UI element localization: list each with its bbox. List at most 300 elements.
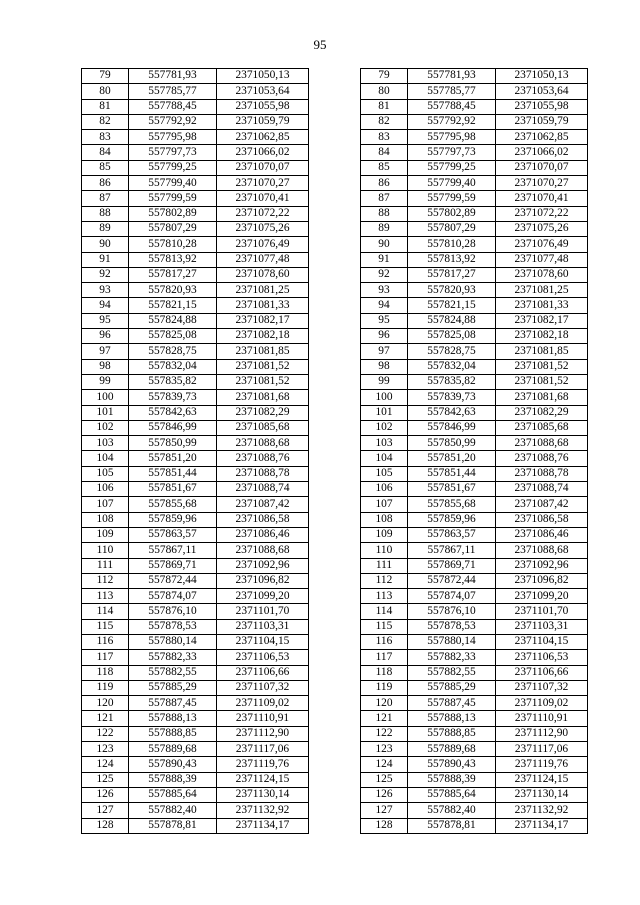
right-point-number-cell: 111 <box>361 558 408 573</box>
left-y-coordinate-cell: 2371088,68 <box>217 436 309 451</box>
table-row <box>82 772 588 787</box>
left-y-coordinate-cell: 2371081,68 <box>217 390 309 405</box>
column-gap <box>309 772 361 787</box>
left-x-coordinate-cell: 557889,68 <box>129 742 217 757</box>
left-x-coordinate-cell: 557887,45 <box>129 696 217 711</box>
right-x-coordinate-cell: 557828,75 <box>408 344 496 359</box>
left-x-coordinate-cell: 557835,82 <box>129 374 217 389</box>
right-y-coordinate-cell: 2371110,91 <box>496 711 588 726</box>
table-row <box>82 374 588 389</box>
right-point-number-cell: 119 <box>361 680 408 695</box>
left-point-number-cell: 94 <box>82 298 129 313</box>
column-gap <box>309 420 361 435</box>
right-y-coordinate-cell: 2371087,42 <box>496 497 588 512</box>
right-x-coordinate-cell: 557872,44 <box>408 573 496 588</box>
left-point-number-cell: 82 <box>82 114 129 129</box>
left-point-number-cell: 96 <box>82 329 129 344</box>
right-y-coordinate-cell: 2371106,53 <box>496 650 588 665</box>
right-y-coordinate-cell: 2371088,68 <box>496 436 588 451</box>
right-x-coordinate-cell: 557797,73 <box>408 145 496 160</box>
table-row <box>82 237 588 252</box>
right-point-number-cell: 117 <box>361 650 408 665</box>
right-point-number-cell: 82 <box>361 114 408 129</box>
right-y-coordinate-cell: 2371081,85 <box>496 344 588 359</box>
column-gap <box>309 742 361 757</box>
right-y-coordinate-cell: 2371106,66 <box>496 665 588 680</box>
left-point-number-cell: 116 <box>82 634 129 649</box>
left-x-coordinate-cell: 557890,43 <box>129 757 217 772</box>
left-x-coordinate-cell: 557874,07 <box>129 589 217 604</box>
left-x-coordinate-cell: 557878,53 <box>129 619 217 634</box>
column-gap <box>309 680 361 695</box>
left-point-number-cell: 86 <box>82 176 129 191</box>
right-point-number-cell: 89 <box>361 221 408 236</box>
right-y-coordinate-cell: 2371053,64 <box>496 84 588 99</box>
table-row <box>82 680 588 695</box>
left-point-number-cell: 124 <box>82 757 129 772</box>
left-y-coordinate-cell: 2371132,92 <box>217 803 309 818</box>
left-x-coordinate-cell: 557799,59 <box>129 191 217 206</box>
right-x-coordinate-cell: 557869,71 <box>408 558 496 573</box>
left-x-coordinate-cell: 557888,39 <box>129 772 217 787</box>
right-x-coordinate-cell: 557888,85 <box>408 726 496 741</box>
column-gap <box>309 711 361 726</box>
column-gap <box>309 527 361 542</box>
column-gap <box>309 252 361 267</box>
right-point-number-cell: 104 <box>361 451 408 466</box>
right-x-coordinate-cell: 557859,96 <box>408 512 496 527</box>
right-x-coordinate-cell: 557887,45 <box>408 696 496 711</box>
table-row <box>82 757 588 772</box>
right-x-coordinate-cell: 557788,45 <box>408 99 496 114</box>
right-point-number-cell: 106 <box>361 482 408 497</box>
left-x-coordinate-cell: 557817,27 <box>129 267 217 282</box>
right-point-number-cell: 128 <box>361 818 408 833</box>
left-x-coordinate-cell: 557785,77 <box>129 84 217 99</box>
right-x-coordinate-cell: 557842,63 <box>408 405 496 420</box>
left-y-coordinate-cell: 2371081,52 <box>217 359 309 374</box>
right-point-number-cell: 105 <box>361 466 408 481</box>
left-x-coordinate-cell: 557851,67 <box>129 482 217 497</box>
left-y-coordinate-cell: 2371081,33 <box>217 298 309 313</box>
left-x-coordinate-cell: 557851,44 <box>129 466 217 481</box>
right-y-coordinate-cell: 2371081,33 <box>496 298 588 313</box>
left-x-coordinate-cell: 557797,73 <box>129 145 217 160</box>
left-x-coordinate-cell: 557882,33 <box>129 650 217 665</box>
right-x-coordinate-cell: 557795,98 <box>408 130 496 145</box>
right-point-number-cell: 114 <box>361 604 408 619</box>
table-row <box>82 390 588 405</box>
left-x-coordinate-cell: 557880,14 <box>129 634 217 649</box>
right-y-coordinate-cell: 2371104,15 <box>496 634 588 649</box>
table-row <box>82 329 588 344</box>
right-point-number-cell: 94 <box>361 298 408 313</box>
right-y-coordinate-cell: 2371082,17 <box>496 313 588 328</box>
left-y-coordinate-cell: 2371099,20 <box>217 589 309 604</box>
right-y-coordinate-cell: 2371066,02 <box>496 145 588 160</box>
right-x-coordinate-cell: 557825,08 <box>408 329 496 344</box>
left-point-number-cell: 111 <box>82 558 129 573</box>
column-gap <box>309 283 361 298</box>
table-row <box>82 726 588 741</box>
left-y-coordinate-cell: 2371112,90 <box>217 726 309 741</box>
right-x-coordinate-cell: 557799,59 <box>408 191 496 206</box>
left-x-coordinate-cell: 557855,68 <box>129 497 217 512</box>
left-x-coordinate-cell: 557799,25 <box>129 160 217 175</box>
left-point-number-cell: 91 <box>82 252 129 267</box>
column-gap <box>309 787 361 802</box>
left-y-coordinate-cell: 2371081,25 <box>217 283 309 298</box>
left-point-number-cell: 126 <box>82 787 129 802</box>
left-y-coordinate-cell: 2371104,15 <box>217 634 309 649</box>
left-point-number-cell: 108 <box>82 512 129 527</box>
left-y-coordinate-cell: 2371070,27 <box>217 176 309 191</box>
table-row <box>82 497 588 512</box>
right-point-number-cell: 101 <box>361 405 408 420</box>
left-x-coordinate-cell: 557810,28 <box>129 237 217 252</box>
column-gap <box>309 665 361 680</box>
column-gap <box>309 390 361 405</box>
right-point-number-cell: 102 <box>361 420 408 435</box>
left-y-coordinate-cell: 2371088,78 <box>217 466 309 481</box>
right-x-coordinate-cell: 557878,53 <box>408 619 496 634</box>
coordinate-table-body <box>82 69 588 834</box>
left-y-coordinate-cell: 2371130,14 <box>217 787 309 802</box>
column-gap <box>309 359 361 374</box>
right-x-coordinate-cell: 557888,39 <box>408 772 496 787</box>
right-y-coordinate-cell: 2371101,70 <box>496 604 588 619</box>
right-point-number-cell: 79 <box>361 69 408 84</box>
right-x-coordinate-cell: 557821,15 <box>408 298 496 313</box>
left-y-coordinate-cell: 2371124,15 <box>217 772 309 787</box>
table-row <box>82 283 588 298</box>
left-point-number-cell: 118 <box>82 665 129 680</box>
table-row <box>82 298 588 313</box>
right-x-coordinate-cell: 557880,14 <box>408 634 496 649</box>
table-row <box>82 69 588 84</box>
left-y-coordinate-cell: 2371109,02 <box>217 696 309 711</box>
left-point-number-cell: 117 <box>82 650 129 665</box>
table-row <box>82 512 588 527</box>
column-gap <box>309 69 361 84</box>
left-point-number-cell: 95 <box>82 313 129 328</box>
table-row <box>82 527 588 542</box>
left-x-coordinate-cell: 557846,99 <box>129 420 217 435</box>
right-x-coordinate-cell: 557785,77 <box>408 84 496 99</box>
right-y-coordinate-cell: 2371099,20 <box>496 589 588 604</box>
right-point-number-cell: 97 <box>361 344 408 359</box>
table-row <box>82 130 588 145</box>
right-point-number-cell: 123 <box>361 742 408 757</box>
table-row <box>82 634 588 649</box>
right-y-coordinate-cell: 2371059,79 <box>496 114 588 129</box>
right-y-coordinate-cell: 2371088,68 <box>496 543 588 558</box>
left-point-number-cell: 103 <box>82 436 129 451</box>
table-row <box>82 742 588 757</box>
left-x-coordinate-cell: 557872,44 <box>129 573 217 588</box>
right-point-number-cell: 83 <box>361 130 408 145</box>
right-point-number-cell: 87 <box>361 191 408 206</box>
left-x-coordinate-cell: 557842,63 <box>129 405 217 420</box>
table-row <box>82 589 588 604</box>
right-point-number-cell: 95 <box>361 313 408 328</box>
column-gap <box>309 221 361 236</box>
column-gap <box>309 206 361 221</box>
right-point-number-cell: 100 <box>361 390 408 405</box>
column-gap <box>309 451 361 466</box>
left-y-coordinate-cell: 2371081,52 <box>217 374 309 389</box>
right-y-coordinate-cell: 2371112,90 <box>496 726 588 741</box>
left-x-coordinate-cell: 557867,11 <box>129 543 217 558</box>
left-point-number-cell: 101 <box>82 405 129 420</box>
right-x-coordinate-cell: 557882,40 <box>408 803 496 818</box>
right-y-coordinate-cell: 2371088,78 <box>496 466 588 481</box>
left-y-coordinate-cell: 2371086,46 <box>217 527 309 542</box>
left-point-number-cell: 89 <box>82 221 129 236</box>
left-point-number-cell: 121 <box>82 711 129 726</box>
left-y-coordinate-cell: 2371078,60 <box>217 267 309 282</box>
right-x-coordinate-cell: 557874,07 <box>408 589 496 604</box>
right-y-coordinate-cell: 2371050,13 <box>496 69 588 84</box>
column-gap <box>309 589 361 604</box>
left-point-number-cell: 107 <box>82 497 129 512</box>
right-x-coordinate-cell: 557890,43 <box>408 757 496 772</box>
right-y-coordinate-cell: 2371082,29 <box>496 405 588 420</box>
left-y-coordinate-cell: 2371062,85 <box>217 130 309 145</box>
left-point-number-cell: 119 <box>82 680 129 695</box>
column-gap <box>309 573 361 588</box>
right-y-coordinate-cell: 2371081,25 <box>496 283 588 298</box>
left-x-coordinate-cell: 557824,88 <box>129 313 217 328</box>
right-y-coordinate-cell: 2371119,76 <box>496 757 588 772</box>
left-x-coordinate-cell: 557863,57 <box>129 527 217 542</box>
left-point-number-cell: 120 <box>82 696 129 711</box>
left-y-coordinate-cell: 2371087,42 <box>217 497 309 512</box>
column-gap <box>309 267 361 282</box>
right-x-coordinate-cell: 557863,57 <box>408 527 496 542</box>
table-row <box>82 252 588 267</box>
column-gap <box>309 344 361 359</box>
table-row <box>82 650 588 665</box>
right-y-coordinate-cell: 2371082,18 <box>496 329 588 344</box>
left-x-coordinate-cell: 557859,96 <box>129 512 217 527</box>
left-y-coordinate-cell: 2371110,91 <box>217 711 309 726</box>
column-gap <box>309 374 361 389</box>
left-point-number-cell: 114 <box>82 604 129 619</box>
column-gap <box>309 130 361 145</box>
right-point-number-cell: 124 <box>361 757 408 772</box>
left-point-number-cell: 109 <box>82 527 129 542</box>
right-x-coordinate-cell: 557839,73 <box>408 390 496 405</box>
left-point-number-cell: 113 <box>82 589 129 604</box>
table-row <box>82 665 588 680</box>
right-x-coordinate-cell: 557889,68 <box>408 742 496 757</box>
column-gap <box>309 84 361 99</box>
right-point-number-cell: 92 <box>361 267 408 282</box>
left-y-coordinate-cell: 2371050,13 <box>217 69 309 84</box>
right-y-coordinate-cell: 2371070,07 <box>496 160 588 175</box>
left-point-number-cell: 87 <box>82 191 129 206</box>
table-row <box>82 787 588 802</box>
left-x-coordinate-cell: 557882,55 <box>129 665 217 680</box>
right-point-number-cell: 126 <box>361 787 408 802</box>
table-row <box>82 206 588 221</box>
column-gap <box>309 176 361 191</box>
left-y-coordinate-cell: 2371085,68 <box>217 420 309 435</box>
table-row <box>82 803 588 818</box>
left-y-coordinate-cell: 2371066,02 <box>217 145 309 160</box>
right-y-coordinate-cell: 2371103,31 <box>496 619 588 634</box>
left-y-coordinate-cell: 2371103,31 <box>217 619 309 634</box>
right-y-coordinate-cell: 2371109,02 <box>496 696 588 711</box>
column-gap <box>309 696 361 711</box>
left-x-coordinate-cell: 557821,15 <box>129 298 217 313</box>
right-x-coordinate-cell: 557813,92 <box>408 252 496 267</box>
right-y-coordinate-cell: 2371070,27 <box>496 176 588 191</box>
table-row <box>82 313 588 328</box>
right-point-number-cell: 108 <box>361 512 408 527</box>
right-y-coordinate-cell: 2371078,60 <box>496 267 588 282</box>
left-point-number-cell: 128 <box>82 818 129 833</box>
left-y-coordinate-cell: 2371119,76 <box>217 757 309 772</box>
right-point-number-cell: 93 <box>361 283 408 298</box>
left-y-coordinate-cell: 2371053,64 <box>217 84 309 99</box>
right-point-number-cell: 96 <box>361 329 408 344</box>
table-row <box>82 696 588 711</box>
right-x-coordinate-cell: 557792,92 <box>408 114 496 129</box>
left-x-coordinate-cell: 557851,20 <box>129 451 217 466</box>
left-y-coordinate-cell: 2371086,58 <box>217 512 309 527</box>
table-row <box>82 160 588 175</box>
right-x-coordinate-cell: 557851,20 <box>408 451 496 466</box>
table-row <box>82 711 588 726</box>
right-point-number-cell: 118 <box>361 665 408 680</box>
column-gap <box>309 650 361 665</box>
left-y-coordinate-cell: 2371134,17 <box>217 818 309 833</box>
table-row <box>82 558 588 573</box>
column-gap <box>309 497 361 512</box>
right-x-coordinate-cell: 557867,11 <box>408 543 496 558</box>
right-y-coordinate-cell: 2371070,41 <box>496 191 588 206</box>
left-x-coordinate-cell: 557792,92 <box>129 114 217 129</box>
left-point-number-cell: 105 <box>82 466 129 481</box>
table-row <box>82 191 588 206</box>
left-x-coordinate-cell: 557813,92 <box>129 252 217 267</box>
right-y-coordinate-cell: 2371086,58 <box>496 512 588 527</box>
left-x-coordinate-cell: 557807,29 <box>129 221 217 236</box>
right-x-coordinate-cell: 557799,40 <box>408 176 496 191</box>
left-x-coordinate-cell: 557869,71 <box>129 558 217 573</box>
column-gap <box>309 726 361 741</box>
right-y-coordinate-cell: 2371081,52 <box>496 359 588 374</box>
column-gap <box>309 818 361 833</box>
table-row <box>82 451 588 466</box>
right-x-coordinate-cell: 557807,29 <box>408 221 496 236</box>
right-x-coordinate-cell: 557810,28 <box>408 237 496 252</box>
right-point-number-cell: 127 <box>361 803 408 818</box>
left-y-coordinate-cell: 2371092,96 <box>217 558 309 573</box>
right-point-number-cell: 112 <box>361 573 408 588</box>
column-gap <box>309 803 361 818</box>
right-x-coordinate-cell: 557885,29 <box>408 680 496 695</box>
right-x-coordinate-cell: 557824,88 <box>408 313 496 328</box>
left-point-number-cell: 85 <box>82 160 129 175</box>
left-y-coordinate-cell: 2371055,98 <box>217 99 309 114</box>
right-x-coordinate-cell: 557888,13 <box>408 711 496 726</box>
left-y-coordinate-cell: 2371082,29 <box>217 405 309 420</box>
left-point-number-cell: 99 <box>82 374 129 389</box>
right-point-number-cell: 98 <box>361 359 408 374</box>
column-gap <box>309 114 361 129</box>
right-y-coordinate-cell: 2371062,85 <box>496 130 588 145</box>
left-y-coordinate-cell: 2371088,74 <box>217 482 309 497</box>
left-y-coordinate-cell: 2371077,48 <box>217 252 309 267</box>
left-x-coordinate-cell: 557802,89 <box>129 206 217 221</box>
left-x-coordinate-cell: 557888,13 <box>129 711 217 726</box>
right-point-number-cell: 91 <box>361 252 408 267</box>
left-x-coordinate-cell: 557888,85 <box>129 726 217 741</box>
table-row <box>82 482 588 497</box>
left-x-coordinate-cell: 557882,40 <box>129 803 217 818</box>
table-row <box>82 818 588 833</box>
table-row <box>82 99 588 114</box>
right-point-number-cell: 84 <box>361 145 408 160</box>
left-y-coordinate-cell: 2371076,49 <box>217 237 309 252</box>
right-y-coordinate-cell: 2371132,92 <box>496 803 588 818</box>
table-row <box>82 359 588 374</box>
column-gap <box>309 405 361 420</box>
table-row <box>82 84 588 99</box>
right-x-coordinate-cell: 557855,68 <box>408 497 496 512</box>
right-y-coordinate-cell: 2371130,14 <box>496 787 588 802</box>
right-y-coordinate-cell: 2371124,15 <box>496 772 588 787</box>
right-point-number-cell: 88 <box>361 206 408 221</box>
left-point-number-cell: 80 <box>82 84 129 99</box>
right-x-coordinate-cell: 557876,10 <box>408 604 496 619</box>
left-point-number-cell: 88 <box>82 206 129 221</box>
right-point-number-cell: 121 <box>361 711 408 726</box>
left-y-coordinate-cell: 2371096,82 <box>217 573 309 588</box>
column-gap <box>309 543 361 558</box>
left-point-number-cell: 81 <box>82 99 129 114</box>
right-x-coordinate-cell: 557817,27 <box>408 267 496 282</box>
coordinate-table <box>81 68 588 834</box>
left-point-number-cell: 115 <box>82 619 129 634</box>
right-point-number-cell: 110 <box>361 543 408 558</box>
right-point-number-cell: 103 <box>361 436 408 451</box>
left-y-coordinate-cell: 2371106,66 <box>217 665 309 680</box>
table-row <box>82 176 588 191</box>
right-x-coordinate-cell: 557851,44 <box>408 466 496 481</box>
right-point-number-cell: 90 <box>361 237 408 252</box>
column-gap <box>309 558 361 573</box>
right-point-number-cell: 109 <box>361 527 408 542</box>
right-y-coordinate-cell: 2371081,68 <box>496 390 588 405</box>
column-gap <box>309 160 361 175</box>
column-gap <box>309 466 361 481</box>
right-y-coordinate-cell: 2371085,68 <box>496 420 588 435</box>
right-x-coordinate-cell: 557820,93 <box>408 283 496 298</box>
left-point-number-cell: 90 <box>82 237 129 252</box>
left-point-number-cell: 123 <box>82 742 129 757</box>
left-x-coordinate-cell: 557795,98 <box>129 130 217 145</box>
right-point-number-cell: 85 <box>361 160 408 175</box>
left-point-number-cell: 127 <box>82 803 129 818</box>
right-y-coordinate-cell: 2371117,06 <box>496 742 588 757</box>
table-row <box>82 466 588 481</box>
right-x-coordinate-cell: 557882,55 <box>408 665 496 680</box>
right-y-coordinate-cell: 2371134,17 <box>496 818 588 833</box>
